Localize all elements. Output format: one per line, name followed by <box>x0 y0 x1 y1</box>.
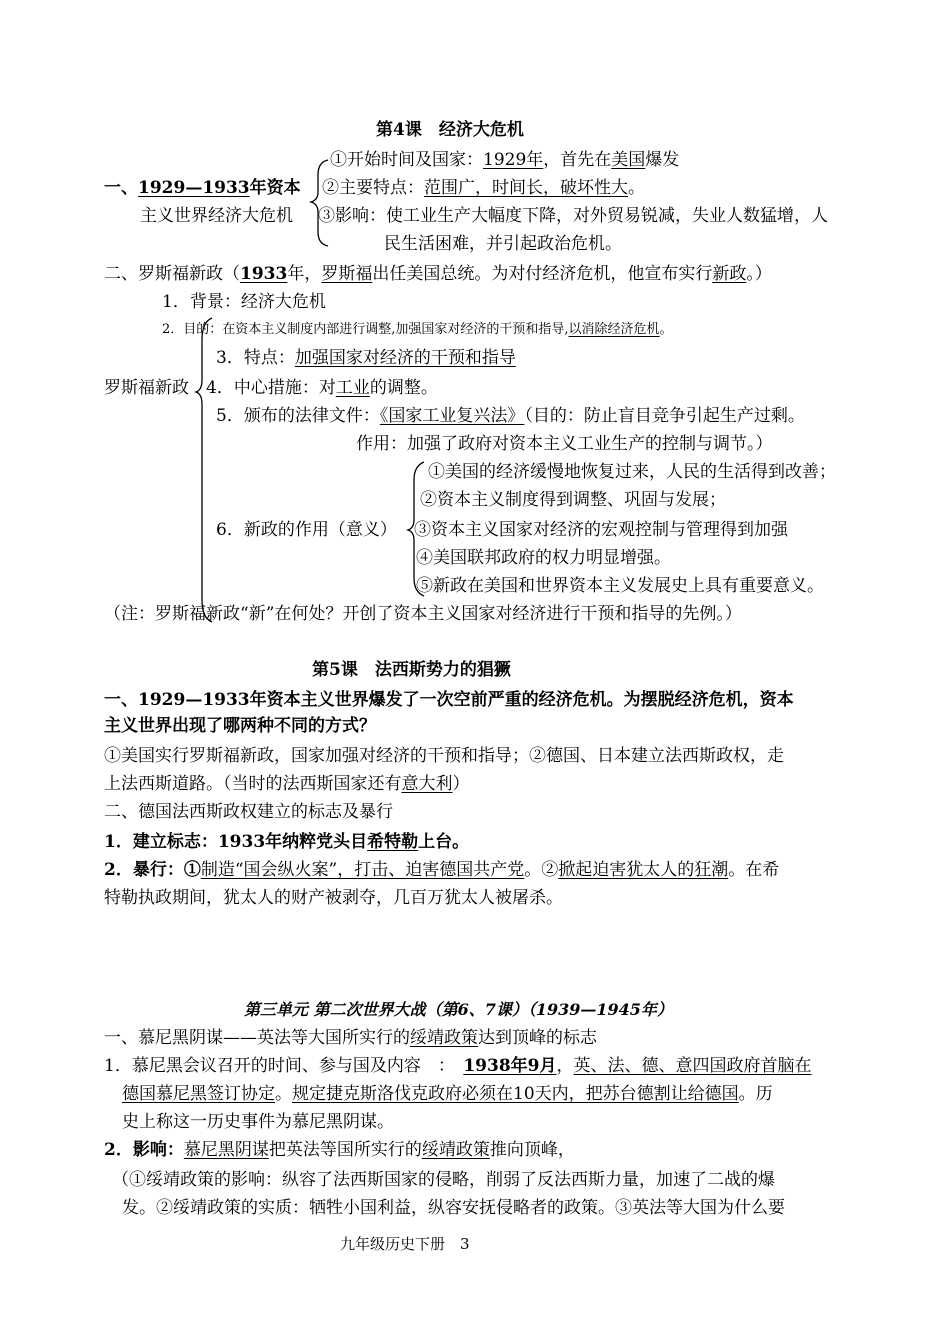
page-footer: 九年级历史下册 3 <box>340 1235 470 1253</box>
text: 2．影响： <box>104 1140 184 1160</box>
text: 推向顶峰， <box>489 1140 575 1160</box>
text: 1．慕尼黑会议召开的时间、参与国及内容 ： <box>104 1056 464 1076</box>
lesson5-question-line1: 一、1929—1933年资本主义世界爆发了一次空前严重的经济危机。为摆脱经济危机，资本 <box>104 690 794 710</box>
lesson4-title: 第4课 经济大危机 <box>376 120 524 140</box>
lesson5-mark-2 <box>104 858 779 882</box>
underlined-text: 加强国家对经济的干预和指导 <box>294 348 516 368</box>
text: 的调整。 <box>369 378 438 398</box>
crisis-item-1 <box>330 148 679 172</box>
crisis-item-3: ③影响：使工业生产大幅度下降，对外贸易锐减，失业人数猛增，人 <box>318 206 828 226</box>
underlined-text: 范围广，时间长，破坏性大 <box>424 178 628 198</box>
effect-5: ⑤新政在美国和世界资本主义发展史上具有重要意义。 <box>416 576 824 596</box>
underlined-text: 英、法、德、意四国政府首脑在 <box>573 1056 812 1076</box>
munich-item-1 <box>104 1054 811 1078</box>
new-deal-point-5 <box>216 404 805 428</box>
crisis-label-line2: 主义世界经济大危机 <box>140 206 293 226</box>
new-deal-left-label: 罗斯福新政 <box>104 378 189 398</box>
effect-4: ④美国联邦政府的权力明显增强。 <box>416 548 671 568</box>
underlined-text: 《国家工业复兴法》 <box>379 406 525 426</box>
underlined-text: 慕尼黑阴谋 <box>183 1140 269 1160</box>
text: 5．颁布的法律文件： <box>216 406 380 426</box>
text: 一、 <box>104 178 138 198</box>
new-deal-point-3 <box>216 346 516 370</box>
text: 。② <box>524 860 559 880</box>
underlined-text: 德国慕尼黑签订协定 <box>122 1084 275 1104</box>
underlined-text: 美国 <box>611 150 646 170</box>
underlined-text: 规定捷克斯洛伐克政府必须在10天内，把苏台德割让给德国 <box>292 1084 739 1104</box>
munich-item-2 <box>104 1138 575 1162</box>
text: 3．特点： <box>216 348 295 368</box>
new-deal-note: （注：罗斯福新政“新”在何处？开创了资本主义国家对经济进行干预和指导的先例。） <box>104 604 742 624</box>
lesson5-answer-line2 <box>104 772 470 796</box>
new-deal-point-1: 1．背景：经济大危机 <box>162 292 326 312</box>
lesson5-mark-2-cont: 特勒执政期间，犹太人的财产被剥夺，几百万犹太人被屠杀。 <box>104 888 563 908</box>
underlined-text: 新政 <box>712 264 747 284</box>
text: 上台。 <box>418 832 470 852</box>
underlined-text: 意大利 <box>401 774 453 794</box>
underlined-text: 绥靖政策 <box>410 1028 478 1048</box>
text: ） <box>452 774 470 794</box>
crisis-item-3-cont: 民生活困难，并引起政治危机。 <box>384 234 622 254</box>
underlined-text: 1929年 <box>483 150 544 170</box>
new-deal-point-2 <box>162 318 673 342</box>
text: 年， <box>287 264 322 284</box>
underlined-text: 掀起迫害犹太人的狂潮 <box>558 860 729 880</box>
text: 2．暴行：① <box>104 860 201 880</box>
effect-3: ③资本主义国家对经济的宏观控制与管理得到加强 <box>414 520 788 540</box>
text: （目的：防止盲目竞争引起生产过剩。 <box>524 406 805 426</box>
munich-item-1-line2 <box>122 1082 773 1106</box>
text: 把英法等国所实行的 <box>268 1140 422 1160</box>
text: 一、慕尼黑阴谋——英法等大国所实行的 <box>104 1028 410 1048</box>
effect-1: ①美国的经济缓慢地恢复过来，人民的生活得到改善； <box>428 462 836 482</box>
text: 4．中心措施：对 <box>206 378 336 398</box>
text: 爆发 <box>645 150 680 170</box>
underlined-text: 1938年9月 <box>463 1056 557 1076</box>
text: 达到顶峰的标志 <box>478 1028 597 1048</box>
underlined-text: 罗斯福 <box>321 264 373 284</box>
text: ①开始时间及国家： <box>330 150 483 170</box>
unit3-title: 第三单元 第二次世界大战（第6、7课）（1939—1945年） <box>244 1000 673 1019</box>
crisis-label-line1 <box>104 176 301 200</box>
text: 年资本 <box>249 178 301 198</box>
text: 。 <box>275 1084 292 1104</box>
lesson5-mark-1 <box>104 830 469 854</box>
underlined-text: 希特勒 <box>367 832 419 852</box>
text: ②主要特点： <box>322 178 424 198</box>
text: 。 <box>628 178 645 198</box>
effect-2: ②资本主义制度得到调整、巩固与发展； <box>420 490 726 510</box>
lesson5-answer-line1: ①美国实行罗斯福新政，国家加强对经济的干预和指导；②德国、日本建立法西斯政权，走 <box>104 746 784 766</box>
text: 。在希 <box>728 860 780 880</box>
munich-item-2-line3: 发。②绥靖政策的实质：牺牲小国利益，纵容安抚侵略者的政策。③英法等大国为什么要 <box>122 1198 785 1218</box>
munich-item-2-line2: （①绥靖政策的影响：纵容了法西斯国家的侵略，削弱了反法西斯力量，加速了二战的爆 <box>112 1170 775 1190</box>
text: ， <box>556 1056 574 1076</box>
new-deal-point-6: 6．新政的作用（意义） <box>216 520 397 540</box>
underlined-text: 1933 <box>240 264 288 284</box>
new-deal-point-5-cont: 作用：加强了政府对资本主义工业生产的控制与调节。） <box>356 434 773 454</box>
lesson5-question-line2: 主义世界出现了哪两种不同的方式？ <box>104 716 376 736</box>
new-deal-point-4 <box>206 376 438 400</box>
unit3-section1-heading <box>104 1026 597 1050</box>
text: 1．建立标志：1933年纳粹党头目 <box>104 832 368 852</box>
underlined-text: 1929—1933 <box>138 178 250 198</box>
munich-item-1-line3: 史上称这一历史事件为慕尼黑阴谋。 <box>122 1112 394 1132</box>
text: 2．目的：在资本主义制度内部进行调整,加强国家对经济的干预和指导, <box>162 322 569 337</box>
text: 上法西斯道路。（当时的法西斯国家还有 <box>104 774 402 794</box>
text: 。） <box>746 264 772 284</box>
crisis-item-2 <box>322 176 645 200</box>
underlined-text: 制造“国会纵火案”，打击、迫害德国共产党 <box>200 860 525 880</box>
new-deal-heading <box>104 262 772 286</box>
underlined-text: 绥靖政策 <box>421 1140 490 1160</box>
underlined-text: 以消除经济危机 <box>568 322 660 337</box>
text: 二、罗斯福新政（ <box>104 264 240 284</box>
lesson5-section2-heading: 二、德国法西斯政权建立的标志及暴行 <box>104 802 393 822</box>
text: 。 <box>659 322 673 337</box>
underlined-text: 工业 <box>335 378 370 398</box>
text: ，首先在 <box>543 150 612 170</box>
text: 出任美国总统。为对付经济危机，他宣布实行 <box>372 264 713 284</box>
lesson5-title: 第5课 法西斯势力的猖獗 <box>312 660 511 680</box>
text: 。历 <box>738 1084 773 1104</box>
